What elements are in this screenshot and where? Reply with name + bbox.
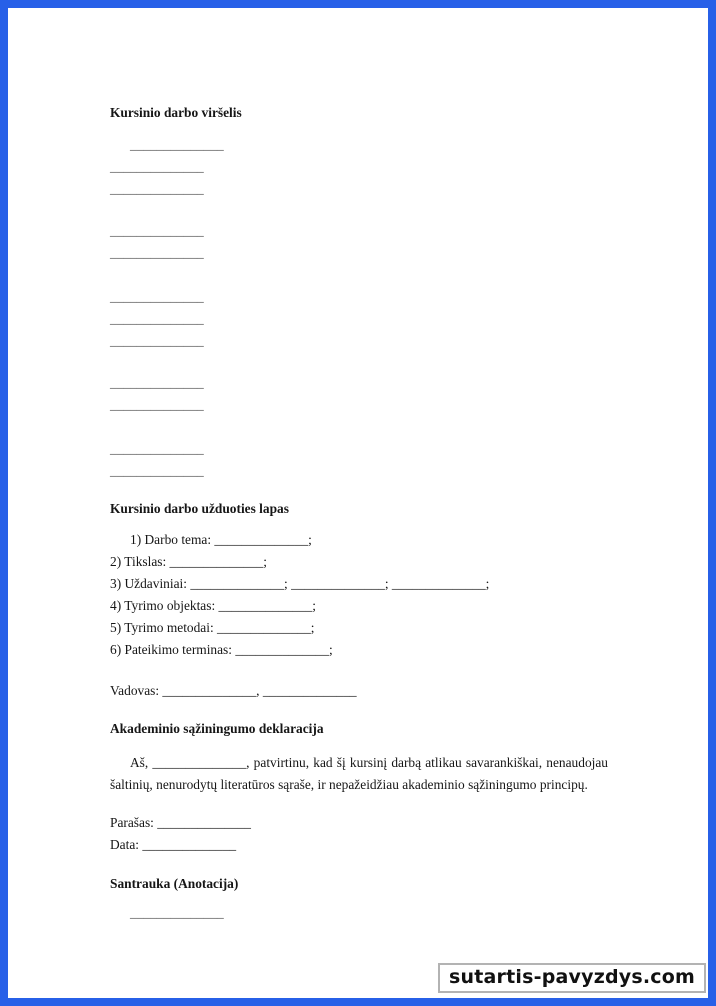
task-sheet-heading: Kursinio darbo užduoties lapas [110, 501, 289, 516]
blank-line: ______________ [110, 375, 204, 390]
declaration-paragraph: Aš, ______________, patvirtinu, kad šį kursinį darbą atlikau savarankiškai, nenaudojau šaltinių, nenurodytų literatūros sąraše, ir nepažeidžiau akademinio sąžiningumo principų. [110, 755, 608, 792]
blank-line: ______________ [110, 181, 204, 196]
blank-line: ______________ [110, 463, 204, 478]
blank-line: ______________ [110, 333, 204, 348]
blank-line: ______________ [110, 245, 204, 260]
blank-line: ______________ [110, 311, 204, 326]
blank-line: ______________ [130, 137, 224, 152]
blank-line: ______________ [110, 289, 204, 304]
task-list-item: 3) Uždaviniai: ______________; ______________; ______________; [110, 576, 490, 591]
blank-line: ______________ [110, 441, 204, 456]
blank-line: ______________ [110, 397, 204, 412]
document-content [110, 8, 608, 924]
summary-heading: Santrauka (Anotacija) [110, 876, 239, 891]
declaration-heading: Akademinio sąžiningumo deklaracija [110, 721, 324, 736]
blank-line: ______________ [110, 223, 204, 238]
task-list-item: 2) Tikslas: ______________; [110, 554, 267, 569]
date-line: Data: ______________ [110, 837, 237, 852]
blank-line: ______________ [110, 159, 204, 174]
task-list-item: 4) Tyrimo objektas: ______________; [110, 598, 316, 613]
task-list-item: 5) Tyrimo metodai: ______________; [110, 620, 315, 635]
signature-line: Parašas: ______________ [110, 815, 251, 830]
blank-line: ______________ [130, 905, 224, 920]
supervisor-line: Vadovas: ______________, ______________ [110, 683, 357, 698]
task-list-item: 1) Darbo tema: ______________; [130, 532, 312, 547]
task-list-item: 6) Pateikimo terminas: ______________; [110, 642, 333, 657]
watermark-badge: sutartis-pavyzdys.com [438, 963, 706, 993]
cover-heading: Kursinio darbo viršelis [110, 105, 242, 120]
